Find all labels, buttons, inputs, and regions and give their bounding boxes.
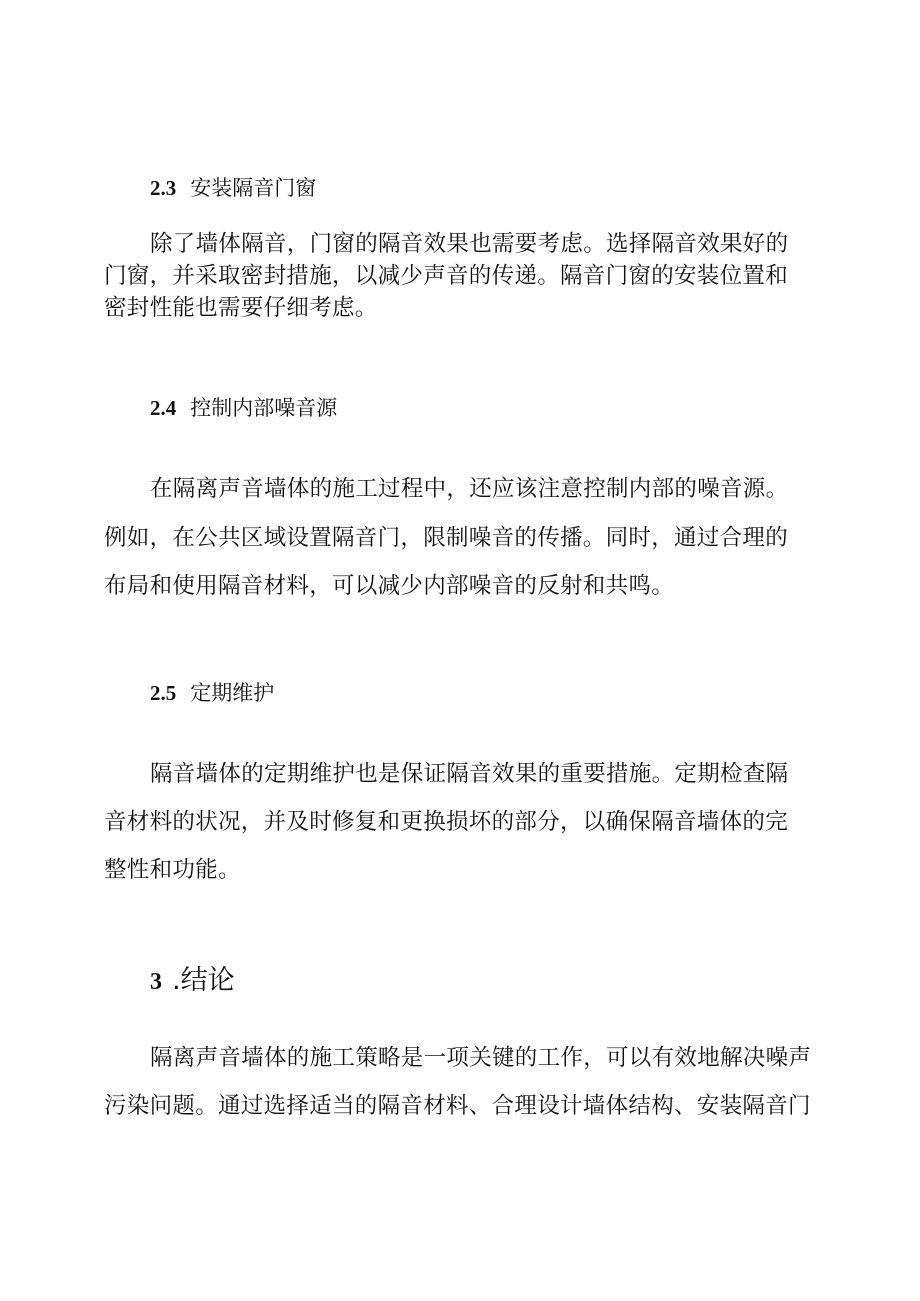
section-title: 定期维护	[190, 681, 275, 705]
section-heading-2-3	[150, 172, 316, 202]
section-number: 2.3	[150, 176, 177, 200]
paragraph-line: 除了墙体隔音，门窗的隔音效果也需要考虑。选择隔音效果好的	[150, 231, 789, 257]
paragraph-line: 隔离声音墙体的施工策略是一项关键的工作，可以有效地解决噪声	[150, 1045, 812, 1071]
paragraph-line: 音材料的状况，并及时修复和更换损坏的部分，以确保隔音墙体的完	[104, 809, 789, 835]
section-title: 控制内部噪音源	[190, 396, 338, 420]
section-title: .结论	[172, 965, 235, 996]
section-heading-2-5	[150, 677, 274, 707]
paragraph-line: 隔音墙体的定期维护也是保证隔音效果的重要措施。定期检查隔	[150, 761, 789, 787]
section-number: 2.5	[150, 681, 177, 705]
paragraph-line: 整性和功能。	[104, 857, 241, 883]
section-heading-2-4	[150, 392, 337, 422]
paragraph-line: 布局和使用隔音材料，可以减少内部噪音的反射和共鸣。	[104, 573, 675, 599]
paragraph-line: 门窗，并采取密封措施，以减少声音的传递。隔音门窗的安装位置和	[104, 263, 789, 289]
section-title: 安装隔音门窗	[190, 176, 317, 200]
paragraph-line: 在隔离声音墙体的施工过程中，还应该注意控制内部的噪音源。	[150, 476, 789, 502]
conclusion-heading	[150, 958, 235, 997]
section-number: 3	[150, 969, 162, 995]
section-number: 2.4	[150, 396, 177, 420]
paragraph-line: 污染问题。通过选择适当的隔音材料、合理设计墙体结构、安装隔音门	[104, 1093, 811, 1119]
paragraph-line: 密封性能也需要仔细考虑。	[104, 295, 378, 321]
paragraph-line: 例如，在公共区域设置隔音门，限制噪音的传播。同时，通过合理的	[104, 525, 789, 551]
